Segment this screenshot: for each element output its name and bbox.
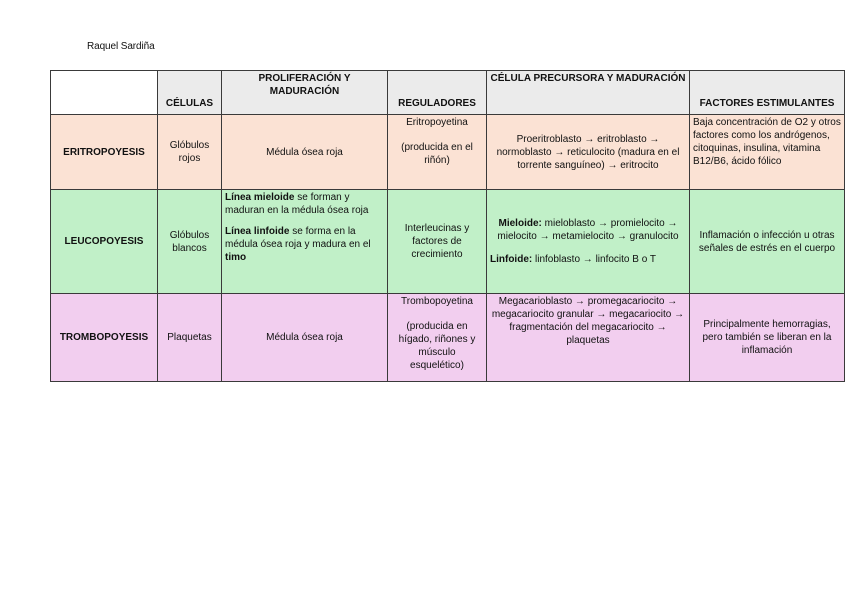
myeloid-precursor-text: Mieloide: mieloblasto → promielocito → mielocito → metamielocito → granulocito xyxy=(497,218,679,242)
lymphoid-line-text: Línea linfoide se forma en la médula ósea roja y madura en el timo xyxy=(225,226,371,263)
header-proliferation: PROLIFERACIÓN Y MADURACIÓN xyxy=(222,71,388,115)
header-blank-cell xyxy=(51,71,158,115)
precursor-trombopoyesis: Megacarioblasto → promegacariocito → megacariocito granular → megacariocito → fragmentación del megacariocito → plaquetas xyxy=(487,294,690,382)
factors-leucopoyesis: Inflamación o infección u otras señales de estrés en el cuerpo xyxy=(690,190,845,294)
lymphoid-precursor-text: Linfoide: linfoblasto → linfocito B o T xyxy=(490,254,656,265)
proliferation-leucopoyesis xyxy=(222,190,388,294)
cells-eritropoyesis: Glóbulos rojos xyxy=(158,115,222,190)
header-cells: CÉLULAS xyxy=(158,71,222,115)
regulators-eritropoyesis xyxy=(388,115,487,190)
row-label-leucopoyesis: LEUCOPOYESIS xyxy=(51,190,158,294)
row-leucopoyesis xyxy=(51,190,845,294)
author-name: Raquel Sardiña xyxy=(87,41,155,52)
regulator-note: (producida en hígado, riñones y músculo esquelético) xyxy=(398,321,476,371)
precursor-leucopoyesis xyxy=(487,190,690,294)
factors-trombopoyesis: Principalmente hemorragias, pero también se liberan en la inflamación xyxy=(690,294,845,382)
myeloid-line-text: Línea mieloide se forman y maduran en la médula ósea roja xyxy=(225,192,369,216)
header-precursor: CÉLULA PRECURSORA Y MADURACIÓN xyxy=(487,71,690,115)
precursor-eritropoyesis: Proeritroblasto → eritroblasto → normoblasto → reticulocito (madura en el torrente sanguíneo) → eritrocito xyxy=(487,115,690,190)
cells-leucopoyesis: Glóbulos blancos xyxy=(158,190,222,294)
header-regulators: REGULADORES xyxy=(388,71,487,115)
row-label-trombopoyesis: TROMBOPOYESIS xyxy=(51,294,158,382)
regulators-trombopoyesis xyxy=(388,294,487,382)
regulators-leucopoyesis: Interleucinas y factores de crecimiento xyxy=(388,190,487,294)
proliferation-eritropoyesis: Médula ósea roja xyxy=(222,115,388,190)
row-label-eritropoyesis: ERITROPOYESIS xyxy=(51,115,158,190)
proliferation-trombopoyesis: Médula ósea roja xyxy=(222,294,388,382)
regulator-note: (producida en el riñón) xyxy=(401,142,473,166)
cells-trombopoyesis: Plaquetas xyxy=(158,294,222,382)
regulator-name: Trombopoyetina xyxy=(401,296,473,307)
regulator-name: Eritropoyetina xyxy=(406,117,468,128)
header-factors: FACTORES ESTIMULANTES xyxy=(690,71,845,115)
factors-eritropoyesis: Baja concentración de O2 y otros factores como los andrógenos, citoquinas, insulina, vitamina B12/B6, ácido fólico xyxy=(690,115,845,190)
hematopoiesis-table xyxy=(50,70,845,382)
header-row xyxy=(51,71,845,115)
row-trombopoyesis xyxy=(51,294,845,382)
row-eritropoyesis xyxy=(51,115,845,190)
